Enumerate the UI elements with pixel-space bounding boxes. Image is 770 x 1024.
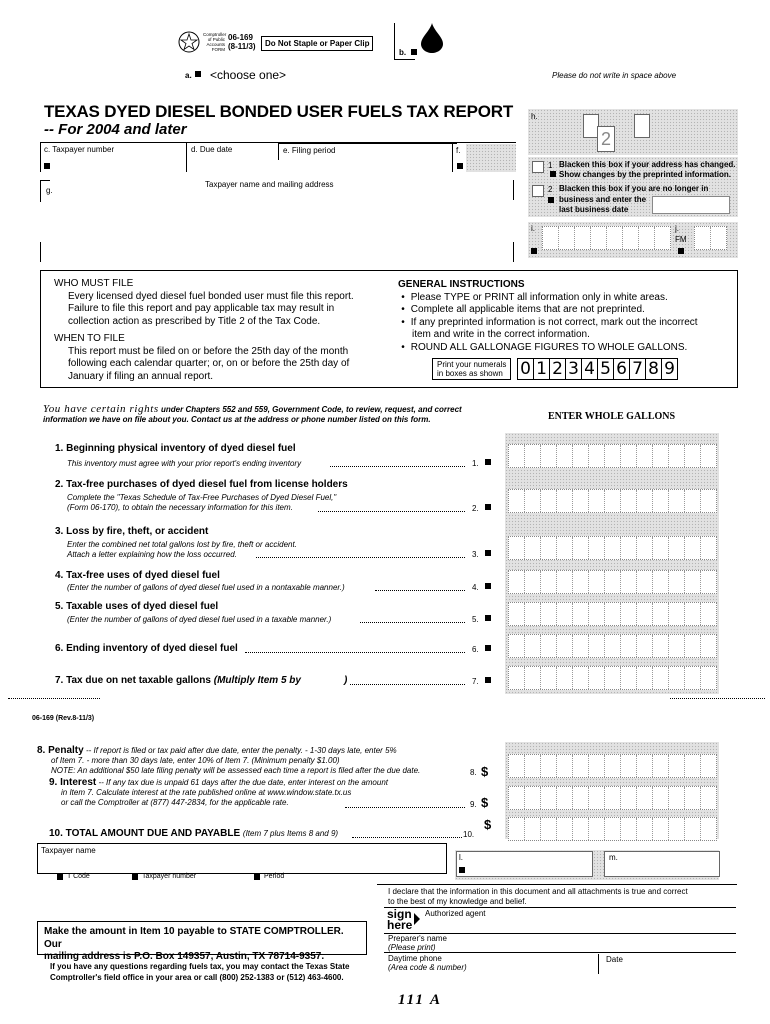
check2-line: last business date (559, 205, 629, 214)
page-title: TEXAS DYED DIESEL BONDED USER FUELS TAX REPORT (44, 102, 514, 121)
gen-item-text: Please TYPE or PRINT all information only in white areas. (410, 291, 668, 303)
item3-sub-line: Attach a letter explaining how the loss occurred. (67, 550, 237, 559)
sample-digit: 6 (613, 358, 630, 380)
g-top-tick (40, 180, 50, 181)
item4-leader (375, 590, 465, 591)
d-label: d. Due date (191, 145, 233, 154)
form-revision: (8-11/3) (228, 42, 256, 51)
preparer-field[interactable] (384, 934, 736, 953)
item2-sub (67, 493, 336, 513)
i-cells[interactable] (542, 226, 671, 250)
item5-sub: (Enter the number of gallons of dyed diesel fuel used in a taxable manner.) (67, 615, 332, 624)
check1-num: 1 (548, 161, 553, 170)
item7-cells[interactable] (508, 666, 717, 690)
payable-line: mailing address is P.O. Box 149357, Austin, TX 78714-9357. (44, 951, 325, 962)
sample-digit: 7 (629, 358, 646, 380)
sample-digit: 4 (581, 358, 598, 380)
item3-title: 3. Loss by fire, theft, or accident (55, 526, 209, 537)
fm-label: FM (675, 235, 687, 244)
sign-arrow-icon (414, 913, 420, 925)
lower-form-rev: 06-169 (Rev.8-11/3) (32, 715, 95, 722)
taxpayer-number-marker (132, 874, 138, 880)
item7-marker (485, 677, 491, 683)
item7-leader (350, 684, 465, 685)
check2-line: Blacken this box if you are no longer in (559, 184, 709, 193)
m-label: m. (609, 853, 618, 862)
b-marker (411, 49, 417, 55)
rights-line: under Chapters 552 and 559, Government Code, to review, request, and correct (161, 405, 462, 414)
check1-line: Blacken this box if your address has changed. (559, 160, 736, 169)
item10-title-text: 10. TOTAL AMOUNT DUE AND PAYABLE (49, 828, 241, 839)
item9-leader (345, 807, 465, 808)
seal-text-line: Accounts (206, 42, 225, 47)
item8-line: -- If report is filed or tax paid after due date, enter the penalty. - 1-30 days late, enter 5% (85, 746, 397, 755)
sample-digit: 9 (661, 358, 678, 380)
item2-sub-line: (Form 06-170), to obtain the necessary information for this item. (67, 503, 293, 512)
g-left-rule (40, 180, 41, 202)
i-label: i. (531, 224, 535, 233)
item9-line: in Item 7. Calculate interest at the rate published online at www.window.state.tx.us (61, 788, 352, 797)
page-subtitle: -- For 2004 and later (44, 121, 187, 138)
date-field[interactable] (600, 954, 736, 974)
item3-sub-line: Enter the combined net total gallons lost by fire, theft or accident. (67, 540, 297, 549)
item10-note: (Item 7 plus Items 8 and 9) (242, 829, 339, 838)
addr-left-rule (40, 242, 41, 262)
when-title: WHEN TO FILE (54, 333, 125, 344)
taxpayer-name-box[interactable] (37, 843, 447, 874)
payable-box (37, 921, 367, 962)
item8-dollar: $ (481, 764, 489, 779)
sample-numerals (517, 358, 677, 380)
item3-leader (256, 557, 465, 558)
i-marker (531, 248, 537, 254)
perforation-left (8, 698, 100, 699)
item4-sub: (Enter the number of gallons of dyed diesel fuel used in a nontaxable manner.) (67, 583, 345, 592)
general-instructions (398, 279, 728, 354)
item10-num: 10. (463, 830, 475, 839)
item10-dollar: $ (484, 817, 492, 832)
gen-item (398, 329, 728, 342)
sign-label: sign (387, 907, 412, 921)
gen-item: • If any preprinted information is not correct, mark out the incorrect (401, 316, 698, 328)
phone-line: (Area code & number) (388, 963, 467, 972)
enter-whole-gallons: ENTER WHOLE GALLONS (548, 411, 676, 422)
item7-multiply: (Multiply Item 5 by (213, 675, 301, 686)
item6-num: 6. (472, 645, 479, 654)
seal-text-line: FORM (211, 47, 225, 52)
item7-num: 7. (472, 677, 479, 686)
item9-line: or call the Comptroller at (877) 447-2834, for the applicable rate. (61, 798, 289, 807)
mailing-label: Taxpayer name and mailing address (205, 180, 334, 189)
item8-line: of Item 7. - more than 30 days late, enter 10% of Item 7. (Minimum penalty $1.00) (51, 756, 340, 765)
gen-item-text: ROUND ALL GALLONAGE FIGURES TO WHOLE GALLONS. (410, 341, 688, 353)
h-box-2[interactable]: 2 (597, 126, 615, 152)
item2-cells[interactable] (508, 489, 717, 513)
staple-notice: Do Not Staple or Paper Clip (261, 36, 373, 51)
item9-block (49, 778, 479, 808)
questions-line: If you have any questions regarding fuels tax, you may contact the Texas State (50, 962, 350, 971)
sample-digit: 0 (517, 358, 534, 380)
payable-line: Make the amount in Item 10 payable to STATE COMPTROLLER. Our (44, 926, 344, 950)
gen-item: • ROUND ALL GALLONAGE FIGURES TO WHOLE GALLONS. (401, 341, 688, 353)
gen-item-text: Complete all applicable items that are not preprinted. (410, 304, 645, 315)
sample-digit: 3 (565, 358, 582, 380)
check2-marker (548, 197, 554, 203)
gen-item-text: If any preprinted information is not correct, mark out the incorrect (410, 316, 698, 328)
star-seal-icon (178, 31, 200, 53)
who-line: Failure to file this report and pay applicable tax may result in (68, 303, 335, 314)
item10-cells[interactable] (508, 817, 717, 841)
gen-item: • Please TYPE or PRINT all information only in white areas. (401, 291, 668, 303)
last-business-date-input[interactable] (652, 196, 730, 214)
check2-num: 2 (548, 185, 553, 194)
phone-line: Daytime phone (388, 954, 442, 963)
ink-drop-icon (421, 23, 443, 53)
item1-num: 1. (472, 459, 479, 468)
check1-line: Show changes by the preprinted information. (559, 170, 732, 179)
j-cells[interactable] (694, 226, 727, 250)
item7-close: ) (344, 675, 348, 686)
footer-code: 111 A (398, 992, 443, 1008)
item1-title: 1. Beginning physical inventory of dyed diesel fuel (55, 443, 296, 454)
form-number: 06-169 (228, 33, 253, 42)
m-box[interactable] (604, 851, 720, 877)
gen-item: • Complete all applicable items that are not preprinted. (401, 304, 645, 315)
date-label: Date (606, 955, 623, 964)
a-marker (195, 71, 201, 77)
item4-marker (485, 583, 491, 589)
g-right-rule (513, 180, 514, 200)
d-left-rule (186, 142, 187, 172)
l-label: l. (459, 853, 463, 862)
taxpayer-name-label: Taxpayer name (41, 846, 96, 855)
sample-digit: 2 (549, 358, 566, 380)
item6-leader (245, 652, 465, 653)
h-panel (528, 109, 738, 155)
item4-cells[interactable] (508, 570, 717, 594)
item6-title: 6. Ending inventory of dyed diesel fuel (55, 643, 238, 654)
when-body (54, 346, 374, 384)
item2-sub-line: Complete the "Texas Schedule of Tax-Free Purchases of Dyed Diesel Fuel," (67, 493, 337, 502)
item9-dollar: $ (481, 795, 489, 810)
h-box-3 (634, 114, 650, 138)
item3-num: 3. (472, 550, 479, 559)
seal-text-line: of Public (207, 37, 225, 42)
numerals-caption-line: in boxes as shown (437, 369, 503, 378)
item5-leader (360, 622, 465, 623)
period-label: Period (264, 873, 285, 880)
check2-line: business and enter the (559, 194, 647, 204)
seal-text (203, 32, 225, 52)
item8-num: 8. (470, 768, 477, 777)
item5-title: 5. Taxable uses of dyed diesel fuel (55, 601, 219, 612)
declaration-line: to the best of my knowledge and belief. (388, 897, 527, 906)
item10-leader (352, 837, 462, 838)
j-marker (678, 248, 684, 254)
item9-num: 9. (470, 800, 477, 809)
item10-title (49, 828, 338, 839)
questions-line: Comptroller's field office in your area or call (800) 252-1383 or (512) 463-4600. (50, 973, 344, 982)
item8-line: NOTE: An additional $50 late filing penalty will be assessed each time a report is filed after the due date. (51, 766, 421, 775)
who-must-file (54, 278, 374, 383)
address-changed-checkbox[interactable] (532, 161, 544, 173)
gen-title: GENERAL INSTRUCTIONS (398, 279, 525, 290)
check1-marker (550, 171, 556, 177)
j-label: j. (675, 224, 679, 233)
item3-cells[interactable] (508, 536, 717, 560)
item2-title: 2. Tax-free purchases of dyed diesel fuel from license holders (55, 479, 348, 490)
item5-marker (485, 615, 491, 621)
choose-one-select[interactable]: <choose one> (210, 68, 287, 82)
questions-text (50, 961, 350, 983)
numerals-caption (432, 358, 511, 380)
declaration-line: I declare that the information in this document and all attachments is true and correct (388, 887, 688, 896)
period-marker (254, 874, 260, 880)
item8-block (37, 746, 477, 776)
c-left-rule (40, 142, 41, 172)
item2-leader (318, 511, 465, 512)
item8-cells[interactable] (508, 754, 717, 778)
gen-item-text: item and write in the correct information. (412, 329, 590, 340)
item5-cells[interactable] (508, 602, 717, 626)
item9-line: -- If any tax due is unpaid 61 days after the due date, enter interest on the amount (98, 778, 388, 787)
rights-lead: You have certain rights (43, 403, 159, 415)
f-marker (457, 163, 463, 169)
here-label: here (387, 918, 413, 932)
item5-num: 5. (472, 615, 479, 624)
no-write-notice: Please do not write in space above (552, 71, 677, 80)
f-label: f. (456, 146, 461, 155)
e-label: e. Filing period (278, 143, 457, 160)
item1-leader (330, 466, 465, 467)
f-left-rule (452, 142, 453, 172)
item6-cells[interactable] (508, 634, 717, 658)
who-title: WHO MUST FILE (54, 278, 134, 289)
b-label: b. (399, 48, 407, 57)
item2-marker (485, 504, 491, 510)
item6-marker (485, 645, 491, 651)
addr-right-rule (513, 242, 514, 262)
seal-text-line: Comptroller (203, 32, 227, 37)
who-line: Every licensed dyed diesel fuel bonded user must file this report. (68, 290, 354, 302)
numerals-caption-line: Print your numerals (437, 360, 507, 369)
sample-digit: 1 (533, 358, 550, 380)
c-label: c. Taxpayer number (44, 145, 115, 154)
l-marker (459, 867, 465, 873)
sample-digit: 8 (645, 358, 662, 380)
g-label: g. (46, 186, 53, 195)
who-line: collection action as prescribed by Title 2 of the Tax Code. (68, 315, 321, 327)
item7-title (55, 675, 301, 686)
item4-num: 4. (472, 583, 479, 592)
item1-cells[interactable] (508, 444, 717, 468)
a-label: a. (185, 71, 192, 80)
when-line: January if filing an annual report. (68, 370, 214, 382)
item1-marker (485, 459, 491, 465)
tcode-label: T Code (67, 873, 90, 880)
c-marker (44, 163, 50, 169)
f-shade (466, 144, 516, 172)
item1-sub: This inventory must agree with your prior report's ending inventory (67, 459, 302, 468)
item7-title-text: 7. Tax due on net taxable gallons (55, 675, 211, 686)
tcode-marker (57, 874, 63, 880)
when-line: following each calendar quarter; or, on or before the 25th day of (68, 358, 350, 369)
sign-here (387, 909, 412, 931)
taxpayer-number-label: Taxpayer number (142, 873, 197, 880)
declaration (388, 887, 688, 907)
item9-title: 9. Interest (49, 777, 97, 788)
comptroller-seal (178, 31, 200, 53)
h-label: h. (531, 112, 538, 121)
l-box[interactable] (456, 851, 593, 877)
perforation-right (670, 698, 765, 699)
who-body (54, 291, 374, 329)
when-line: This report must be filed on or before the 25th day of the month (68, 345, 349, 357)
check1-text (559, 160, 736, 180)
phone-field[interactable] (384, 954, 599, 974)
authorized-agent-label: Authorized agent (425, 909, 486, 918)
item4-title: 4. Tax-free uses of dyed diesel fuel (55, 570, 220, 581)
out-of-business-checkbox[interactable] (532, 185, 544, 197)
item9-cells[interactable] (508, 786, 717, 810)
sample-digit: 5 (597, 358, 614, 380)
declaration-rule (377, 884, 737, 885)
rights-text (43, 404, 513, 425)
item2-num: 2. (472, 504, 479, 513)
preparer-line: Preparer's name (388, 934, 447, 943)
item3-marker (485, 550, 491, 556)
item8-title: 8. Penalty (37, 745, 84, 756)
rights-line: information we have on file about you. Contact us at the address or phone number listed on this form. (43, 415, 431, 424)
preparer-line: (Please print) (388, 943, 436, 952)
